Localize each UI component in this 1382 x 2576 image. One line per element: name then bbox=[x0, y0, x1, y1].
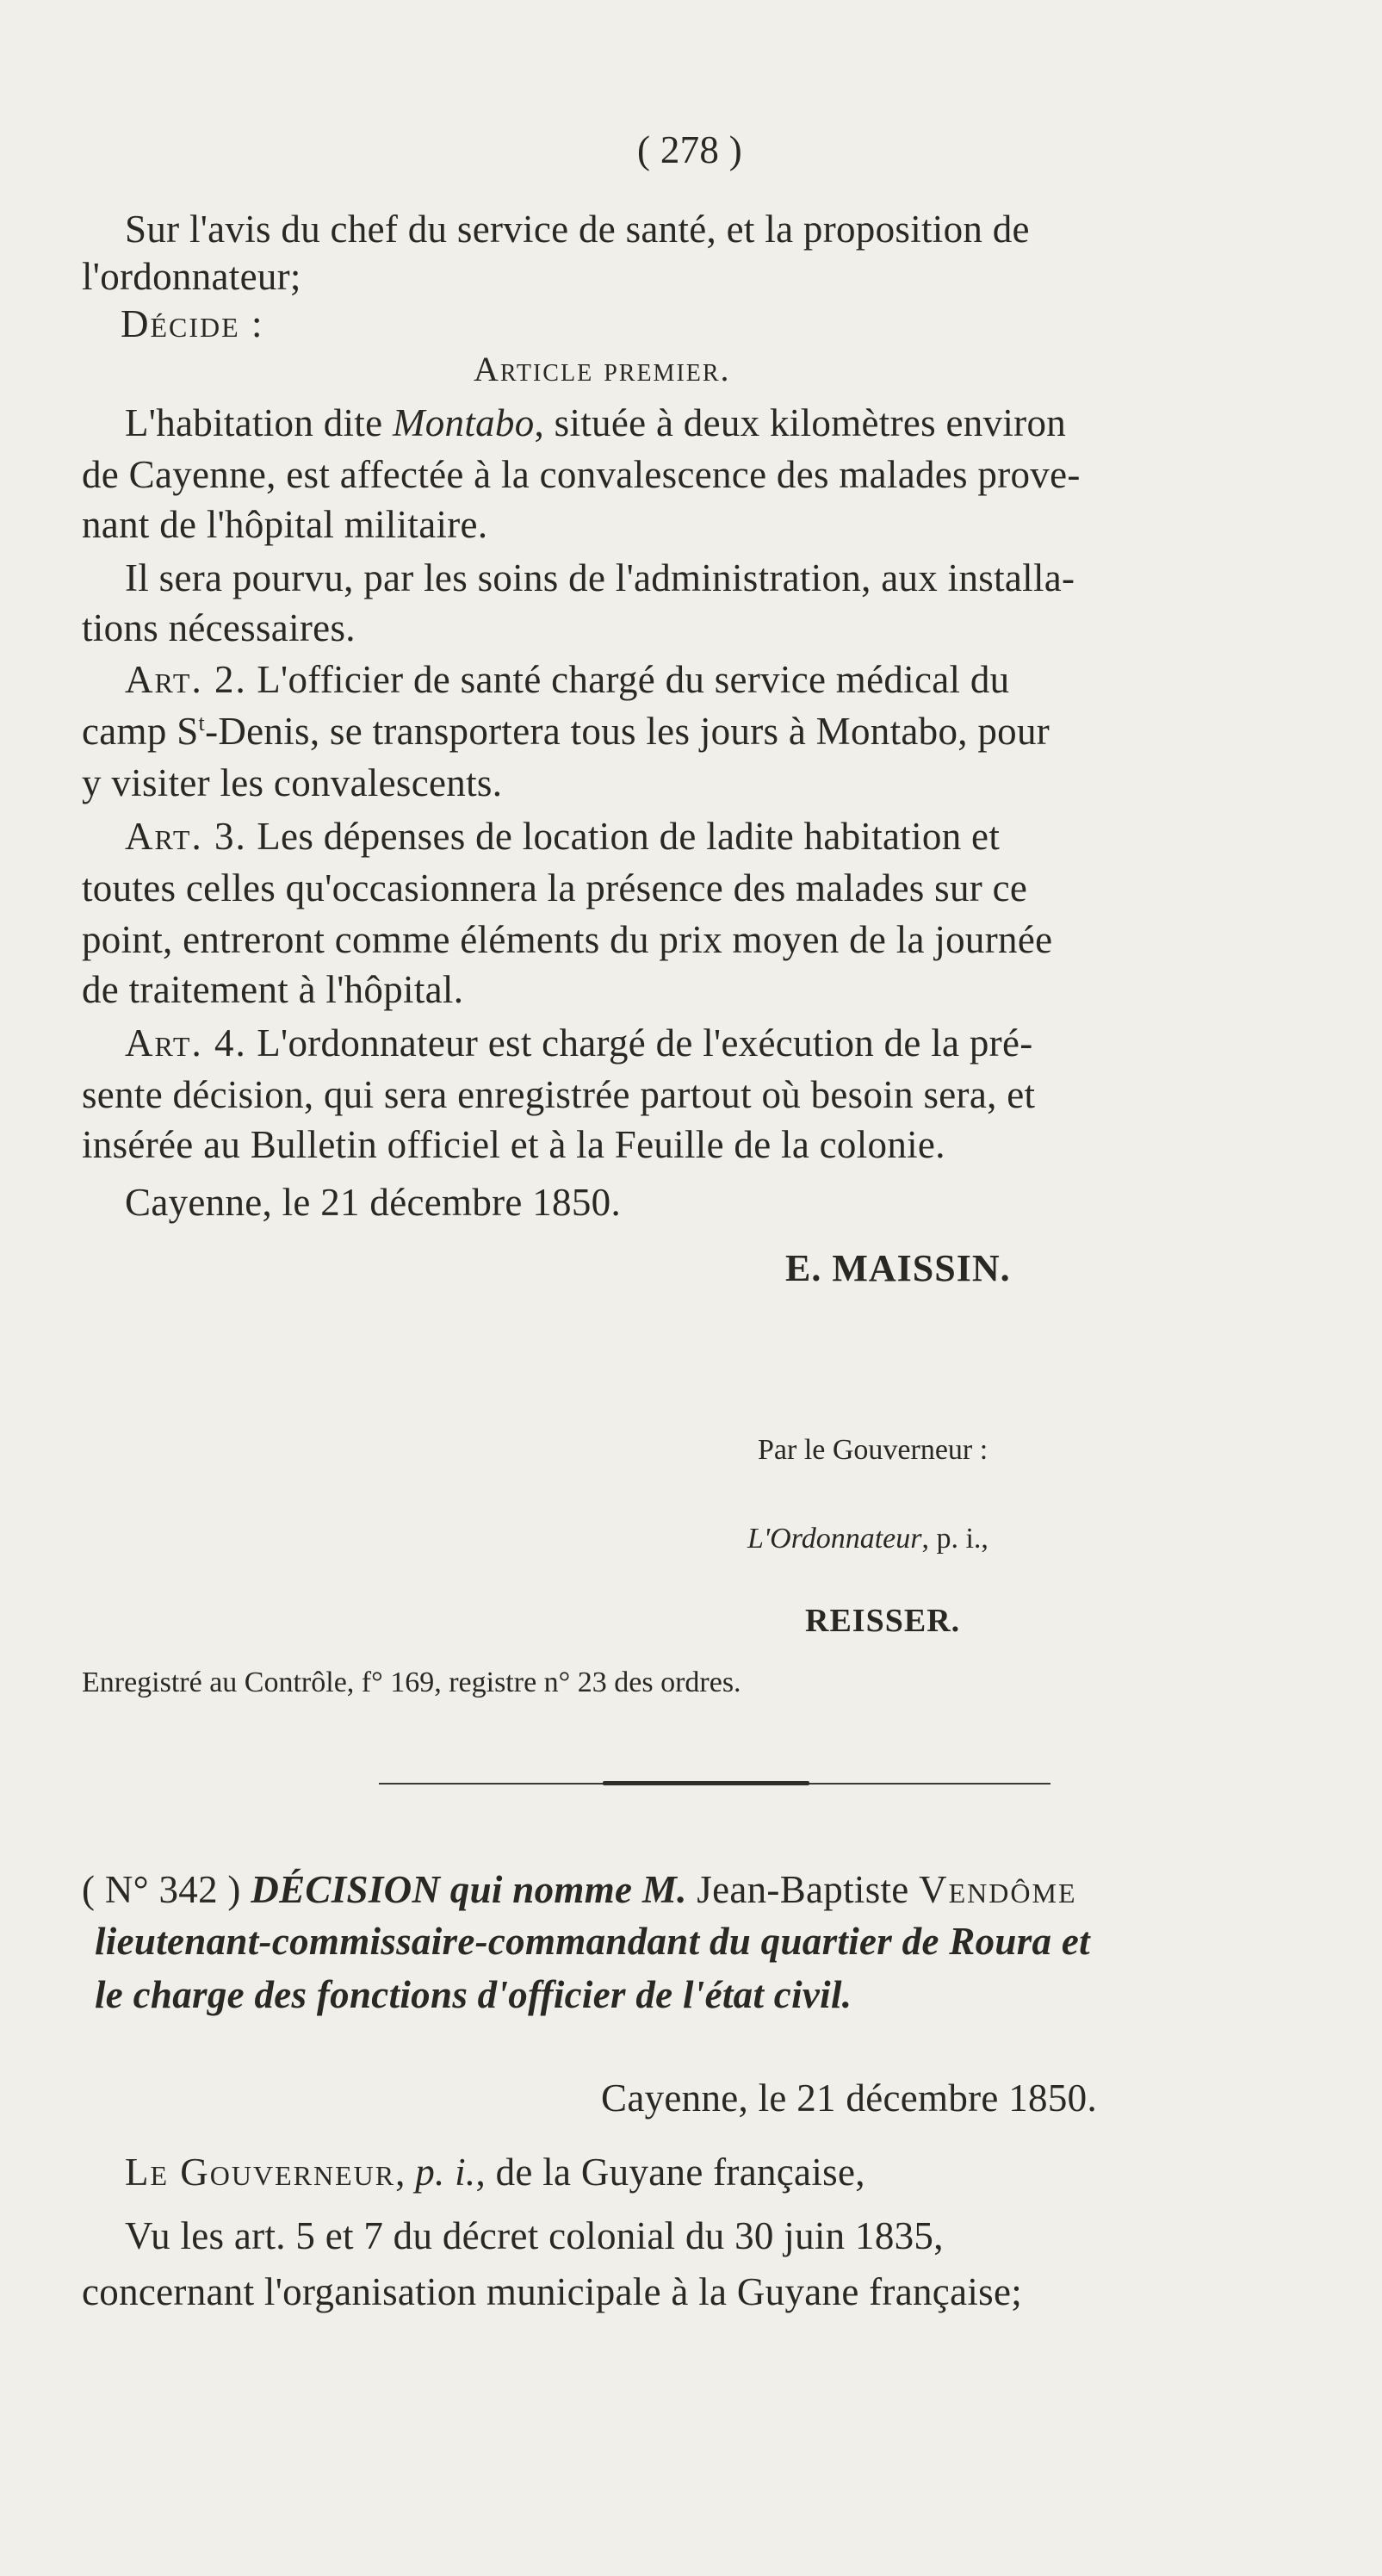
text-fragment: , p. i., bbox=[921, 1523, 988, 1555]
text-line: y visiter les convalescents. bbox=[82, 761, 503, 804]
text-line bbox=[125, 400, 1066, 445]
text-line bbox=[125, 657, 1009, 702]
text-fragment: camp S bbox=[82, 710, 199, 753]
text-line: nant de l'hôpital militaire. bbox=[82, 503, 488, 546]
reisser-signature: REISSER. bbox=[805, 1603, 961, 1639]
text-line bbox=[125, 2150, 865, 2194]
text-line: Sur l'avis du chef du service de santé, et la proposition de bbox=[125, 208, 1030, 251]
date-line: Cayenne, le 21 décembre 1850. bbox=[125, 1181, 621, 1224]
registration-note: Enregistré au Contrôle, f° 169, registre n° 23 des ordres. bbox=[82, 1667, 741, 1698]
text-fragment: , bbox=[395, 2151, 416, 2194]
ordonnateur-line bbox=[747, 1523, 988, 1555]
ordonnateur-title: L'Ordonnateur bbox=[747, 1523, 922, 1555]
text-fragment: Jean-Baptiste bbox=[686, 1868, 920, 1911]
text-line bbox=[125, 814, 1000, 859]
text-line: de traitement à l'hôpital. bbox=[82, 968, 464, 1011]
decision-title-line bbox=[82, 1867, 1077, 1912]
text-line: de Cayenne, est affectée à la convalescence des malades prove- bbox=[82, 453, 1081, 496]
date-line: Cayenne, le 21 décembre 1850. bbox=[601, 2076, 1097, 2120]
text-fragment: L'ordonnateur est chargé de l'exécution de la pré- bbox=[246, 1021, 1033, 1065]
superscript: t bbox=[198, 711, 206, 736]
par-le-gouverneur: Par le Gouverneur : bbox=[758, 1434, 988, 1466]
text-fragment: p. i. bbox=[415, 2151, 476, 2194]
text-line: point, entreront comme éléments du prix moyen de la journée bbox=[82, 918, 1053, 961]
decide-heading: Décide : bbox=[121, 302, 264, 345]
text-line bbox=[125, 1021, 1033, 1065]
decision-title: DÉCISION qui nomme M. bbox=[251, 1868, 687, 1911]
article-heading: Article premier. bbox=[474, 350, 731, 388]
text-line: lieutenant-commissaire-commandant du quartier de Roura et bbox=[95, 1920, 1090, 1963]
article-label: Art. 2. bbox=[125, 658, 247, 701]
surname: Vendôme bbox=[919, 1868, 1077, 1911]
text-line: concernant l'organisation municipale à la Guyane française; bbox=[82, 2270, 1023, 2313]
text-line: sente décision, qui sera enregistrée partout où besoin sera, et bbox=[82, 1073, 1036, 1116]
text-fragment: Les dépenses de location de ladite habitation et bbox=[246, 815, 1001, 858]
text-fragment: -Denis, se transportera tous les jours à Montabo, pour bbox=[205, 710, 1050, 753]
text-fragment: , située à deux kilomètres environ bbox=[534, 401, 1067, 444]
text-line: Vu les art. 5 et 7 du décret colonial du 30 juin 1835, bbox=[125, 2214, 944, 2257]
text-line bbox=[82, 709, 1050, 754]
text-line: le charge des fonctions d'officier de l'état civil. bbox=[95, 1973, 852, 2016]
signatory-name: E. MAISSIN. bbox=[785, 1247, 1011, 1289]
place-name-montabo: Montabo bbox=[392, 401, 535, 444]
text-fragment: L'officier de santé chargé du service médical du bbox=[246, 658, 1010, 701]
decision-number: ( N° 342 ) bbox=[82, 1868, 241, 1911]
article-label: Art. 4. bbox=[125, 1021, 247, 1065]
text-fragment: L'habitation dite bbox=[125, 401, 393, 444]
text-line: insérée au Bulletin officiel et à la Feuille de la colonie. bbox=[82, 1123, 945, 1166]
text-line: tions nécessaires. bbox=[82, 606, 356, 649]
separator-ornament bbox=[603, 1781, 809, 1785]
gouverneur-title: Le Gouverneur bbox=[125, 2151, 396, 2194]
page-number: ( 278 ) bbox=[637, 128, 743, 171]
text-line: l'ordonnateur; bbox=[82, 255, 301, 298]
text-line: toutes celles qu'occasionnera la présence des malades sur ce bbox=[82, 866, 1028, 909]
article-label: Art. 3. bbox=[125, 815, 247, 858]
text-fragment: , de la Guyane française, bbox=[475, 2151, 865, 2194]
text-line: Il sera pourvu, par les soins de l'administration, aux installa- bbox=[125, 556, 1075, 599]
